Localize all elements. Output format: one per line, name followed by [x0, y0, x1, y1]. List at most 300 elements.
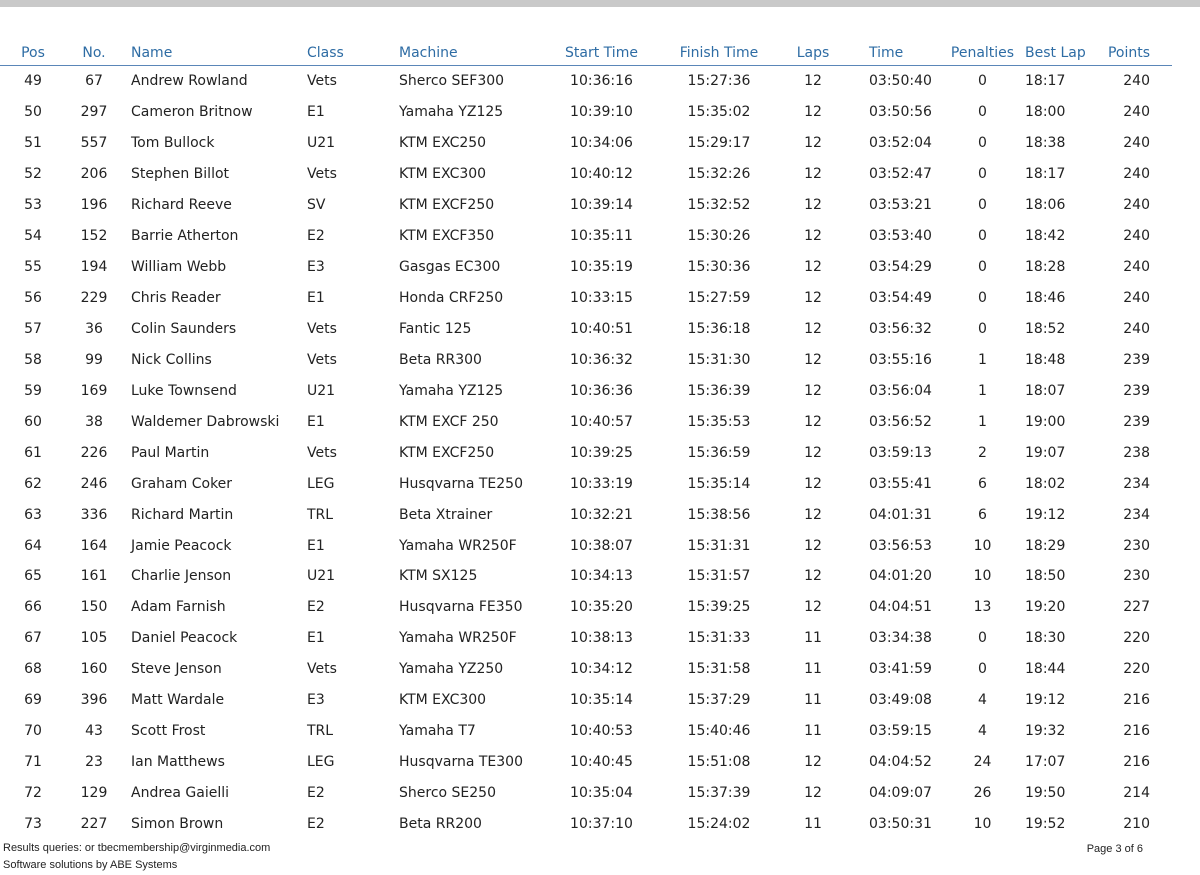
cell-points: 230 — [1123, 568, 1150, 585]
cell-no: 297 — [80, 104, 108, 121]
cell-laps: 11 — [804, 723, 822, 740]
cell-class: Vets — [307, 320, 337, 337]
cell-no: 105 — [80, 630, 108, 647]
col-header-start-time: Start Time — [542, 40, 661, 66]
cell-start-time: 10:34:12 — [570, 661, 633, 678]
table-row — [0, 530, 1172, 561]
cell-laps: 11 — [804, 630, 822, 647]
cell-class: E1 — [307, 413, 325, 430]
cell-pos: 50 — [24, 104, 42, 121]
table-row — [0, 190, 1172, 221]
cell-best-lap: 18:50 — [1025, 568, 1066, 585]
cell-time: 04:04:51 — [869, 599, 932, 616]
cell-laps: 12 — [804, 382, 822, 399]
table-row — [0, 468, 1172, 499]
table-row — [0, 221, 1172, 252]
cell-start-time: 10:38:13 — [570, 630, 633, 647]
cell-start-time: 10:36:32 — [570, 351, 633, 368]
cell-time: 03:54:29 — [869, 259, 932, 276]
software-credit: Software solutions by ABE Systems — [3, 859, 178, 871]
cell-laps: 12 — [804, 320, 822, 337]
cell-class: Vets — [307, 444, 337, 461]
cell-points: 220 — [1123, 630, 1150, 647]
cell-points: 216 — [1123, 723, 1150, 740]
cell-penalties: 0 — [978, 259, 987, 276]
cell-name: Matt Wardale — [131, 692, 225, 709]
cell-machine: KTM EXCF250 — [399, 444, 495, 461]
cell-points: 239 — [1123, 382, 1150, 399]
cell-no: 99 — [85, 351, 103, 368]
cell-no: 396 — [80, 692, 108, 709]
cell-best-lap: 19:12 — [1025, 692, 1066, 709]
cell-start-time: 10:39:14 — [570, 197, 633, 214]
cell-name: Tom Bullock — [131, 135, 215, 152]
cell-machine: Yamaha WR250F — [399, 537, 517, 554]
cell-finish-time: 15:31:57 — [687, 568, 751, 585]
cell-pos: 73 — [24, 815, 42, 832]
cell-pos: 63 — [24, 506, 42, 523]
cell-finish-time: 15:30:26 — [687, 228, 751, 245]
cell-no: 336 — [80, 506, 108, 523]
cell-name: Colin Saunders — [131, 320, 237, 337]
cell-best-lap: 18:42 — [1025, 228, 1066, 245]
cell-name: Ian Matthews — [131, 754, 225, 771]
cell-start-time: 10:39:25 — [570, 444, 633, 461]
cell-best-lap: 19:20 — [1025, 599, 1066, 616]
cell-finish-time: 15:27:36 — [687, 73, 751, 90]
page-number: Page 3 of 6 — [1086, 843, 1143, 855]
cell-no: 246 — [80, 475, 108, 492]
col-header-points: Points — [1084, 40, 1172, 66]
cell-name: Charlie Jenson — [131, 568, 232, 585]
cell-laps: 12 — [804, 104, 822, 121]
cell-best-lap: 19:50 — [1025, 785, 1066, 802]
cell-laps: 11 — [804, 815, 822, 832]
cell-name: Andrew Rowland — [131, 73, 248, 90]
cell-no: 43 — [85, 723, 103, 740]
cell-no: 160 — [80, 661, 108, 678]
cell-pos: 61 — [24, 444, 42, 461]
cell-no: 38 — [85, 413, 103, 430]
cell-penalties: 0 — [978, 104, 987, 121]
cell-best-lap: 18:00 — [1025, 104, 1066, 121]
cell-best-lap: 17:07 — [1025, 754, 1066, 771]
cell-no: 226 — [80, 444, 108, 461]
cell-name: Chris Reader — [131, 290, 221, 307]
cell-finish-time: 15:31:31 — [687, 537, 751, 554]
cell-finish-time: 15:40:46 — [687, 723, 751, 740]
cell-points: 240 — [1123, 320, 1150, 337]
cell-finish-time: 15:37:29 — [687, 692, 751, 709]
cell-machine: Beta RR200 — [399, 815, 482, 832]
col-header-machine: Machine — [393, 40, 542, 66]
cell-pos: 64 — [24, 537, 42, 554]
cell-start-time: 10:36:36 — [570, 382, 633, 399]
table-row — [0, 685, 1172, 716]
cell-best-lap: 18:02 — [1025, 475, 1066, 492]
cell-penalties: 26 — [973, 785, 992, 802]
cell-start-time: 10:35:20 — [570, 599, 633, 616]
cell-pos: 65 — [24, 568, 42, 585]
cell-points: 240 — [1123, 166, 1150, 183]
cell-start-time: 10:34:13 — [570, 568, 633, 585]
cell-finish-time: 15:31:30 — [687, 351, 751, 368]
cell-best-lap: 19:12 — [1025, 506, 1066, 523]
cell-points: 240 — [1123, 228, 1150, 245]
cell-finish-time: 15:29:17 — [687, 135, 751, 152]
top-bar — [0, 0, 1200, 7]
cell-best-lap: 18:48 — [1025, 351, 1066, 368]
cell-name: Cameron Britnow — [131, 104, 253, 121]
cell-points: 210 — [1123, 815, 1150, 832]
cell-class: Vets — [307, 73, 337, 90]
cell-machine: Honda CRF250 — [399, 290, 504, 307]
cell-laps: 12 — [804, 197, 822, 214]
cell-start-time: 10:37:10 — [570, 815, 633, 832]
cell-time: 03:41:59 — [869, 661, 932, 678]
cell-time: 03:55:16 — [869, 351, 932, 368]
cell-best-lap: 19:07 — [1025, 444, 1066, 461]
cell-laps: 12 — [804, 259, 822, 276]
cell-penalties: 0 — [978, 661, 987, 678]
col-header-penalties: Penalties — [950, 40, 1015, 66]
cell-class: TRL — [307, 506, 334, 523]
cell-pos: 66 — [24, 599, 42, 616]
cell-pos: 69 — [24, 692, 42, 709]
cell-name: Daniel Peacock — [131, 630, 238, 647]
cell-points: 214 — [1123, 785, 1150, 802]
cell-finish-time: 15:39:25 — [687, 599, 751, 616]
cell-start-time: 10:36:16 — [570, 73, 633, 90]
table-row — [0, 66, 1172, 97]
cell-name: Barrie Atherton — [131, 228, 239, 245]
cell-best-lap: 18:44 — [1025, 661, 1066, 678]
cell-class: SV — [307, 197, 326, 214]
cell-class: U21 — [307, 382, 336, 399]
cell-class: LEG — [307, 475, 335, 492]
cell-pos: 68 — [24, 661, 42, 678]
table-row — [0, 592, 1172, 623]
cell-penalties: 4 — [978, 692, 987, 709]
cell-points: 240 — [1123, 197, 1150, 214]
cell-start-time: 10:40:12 — [570, 166, 633, 183]
cell-start-time: 10:40:45 — [570, 754, 633, 771]
cell-penalties: 0 — [978, 320, 987, 337]
cell-time: 03:34:38 — [869, 630, 932, 647]
cell-no: 161 — [80, 568, 108, 585]
cell-machine: KTM EXC250 — [399, 135, 487, 152]
cell-time: 03:49:08 — [869, 692, 932, 709]
cell-laps: 12 — [804, 537, 822, 554]
col-header-pos: Pos — [0, 40, 66, 66]
cell-machine: KTM SX125 — [399, 568, 478, 585]
results-table — [0, 40, 1172, 839]
cell-penalties: 0 — [978, 73, 987, 90]
cell-machine: KTM EXCF250 — [399, 197, 495, 214]
cell-laps: 12 — [804, 475, 822, 492]
cell-best-lap: 18:52 — [1025, 320, 1066, 337]
cell-class: E1 — [307, 104, 325, 121]
table-row — [0, 716, 1172, 747]
cell-no: 227 — [80, 815, 108, 832]
cell-time: 03:56:53 — [869, 537, 932, 554]
cell-penalties: 1 — [978, 382, 987, 399]
cell-time: 03:59:15 — [869, 723, 932, 740]
cell-class: E1 — [307, 537, 325, 554]
cell-class: Vets — [307, 661, 337, 678]
cell-start-time: 10:35:19 — [570, 259, 633, 276]
cell-finish-time: 15:35:14 — [687, 475, 751, 492]
cell-finish-time: 15:38:56 — [687, 506, 751, 523]
table-row — [0, 809, 1172, 840]
cell-no: 557 — [80, 135, 108, 152]
table-row — [0, 252, 1172, 283]
cell-no: 152 — [80, 228, 108, 245]
cell-penalties: 0 — [978, 290, 987, 307]
col-header-name: Name — [122, 40, 307, 66]
cell-no: 36 — [85, 320, 103, 337]
cell-time: 03:53:40 — [869, 228, 932, 245]
cell-class: E1 — [307, 290, 325, 307]
table-row — [0, 159, 1172, 190]
cell-pos: 59 — [24, 382, 42, 399]
cell-time: 04:09:07 — [869, 785, 932, 802]
cell-machine: Yamaha T7 — [399, 723, 476, 740]
cell-best-lap: 18:28 — [1025, 259, 1066, 276]
cell-time: 03:56:52 — [869, 413, 932, 430]
cell-best-lap: 18:38 — [1025, 135, 1066, 152]
cell-laps: 12 — [804, 290, 822, 307]
col-header-laps: Laps — [777, 40, 849, 66]
cell-penalties: 10 — [973, 537, 992, 554]
cell-start-time: 10:40:57 — [570, 413, 633, 430]
cell-class: E3 — [307, 259, 325, 276]
cell-class: TRL — [307, 723, 334, 740]
cell-finish-time: 15:51:08 — [687, 754, 751, 771]
cell-time: 03:50:56 — [869, 104, 932, 121]
cell-start-time: 10:32:21 — [570, 506, 633, 523]
cell-penalties: 1 — [978, 413, 987, 430]
cell-start-time: 10:40:51 — [570, 320, 633, 337]
cell-name: Richard Martin — [131, 506, 234, 523]
cell-start-time: 10:35:04 — [570, 785, 633, 802]
cell-pos: 54 — [24, 228, 42, 245]
table-row — [0, 499, 1172, 530]
cell-penalties: 1 — [978, 351, 987, 368]
cell-laps: 12 — [804, 785, 822, 802]
cell-time: 03:56:04 — [869, 382, 932, 399]
cell-machine: Husqvarna TE300 — [399, 754, 523, 771]
table-row — [0, 778, 1172, 809]
table-row — [0, 654, 1172, 685]
cell-laps: 12 — [804, 135, 822, 152]
cell-points: 240 — [1123, 135, 1150, 152]
cell-best-lap: 19:00 — [1025, 413, 1066, 430]
cell-pos: 53 — [24, 197, 42, 214]
cell-machine: KTM EXC300 — [399, 692, 487, 709]
cell-class: Vets — [307, 166, 337, 183]
cell-machine: Yamaha YZ125 — [399, 104, 504, 121]
table-row — [0, 344, 1172, 375]
cell-laps: 12 — [804, 73, 822, 90]
cell-time: 04:01:31 — [869, 506, 932, 523]
cell-name: Stephen Billot — [131, 166, 230, 183]
cell-points: 240 — [1123, 259, 1150, 276]
header-row — [0, 40, 1172, 66]
cell-points: 216 — [1123, 692, 1150, 709]
table-row — [0, 283, 1172, 314]
cell-machine: KTM EXCF 250 — [399, 413, 499, 430]
table-row — [0, 561, 1172, 592]
cell-points: 238 — [1123, 444, 1150, 461]
cell-machine: Husqvarna FE350 — [399, 599, 523, 616]
col-header-time: Time — [849, 40, 950, 66]
cell-penalties: 24 — [973, 754, 992, 771]
table-row — [0, 128, 1172, 159]
cell-points: 240 — [1123, 104, 1150, 121]
cell-penalties: 2 — [978, 444, 987, 461]
cell-name: Nick Collins — [131, 351, 212, 368]
cell-pos: 58 — [24, 351, 42, 368]
cell-machine: Yamaha YZ250 — [399, 661, 504, 678]
cell-penalties: 10 — [973, 815, 992, 832]
cell-points: 227 — [1123, 599, 1150, 616]
cell-points: 239 — [1123, 351, 1150, 368]
cell-name: Simon Brown — [131, 815, 224, 832]
cell-name: Richard Reeve — [131, 197, 232, 214]
cell-start-time: 10:40:53 — [570, 723, 633, 740]
cell-laps: 12 — [804, 228, 822, 245]
cell-pos: 67 — [24, 630, 42, 647]
cell-penalties: 0 — [978, 135, 987, 152]
cell-finish-time: 15:35:02 — [687, 104, 751, 121]
cell-best-lap: 18:07 — [1025, 382, 1066, 399]
cell-best-lap: 18:17 — [1025, 166, 1066, 183]
cell-time: 03:55:41 — [869, 475, 932, 492]
cell-name: Jamie Peacock — [131, 537, 232, 554]
cell-finish-time: 15:36:18 — [687, 320, 751, 337]
cell-pos: 71 — [24, 754, 42, 771]
cell-penalties: 13 — [973, 599, 992, 616]
cell-pos: 62 — [24, 475, 42, 492]
cell-finish-time: 15:32:52 — [687, 197, 751, 214]
cell-finish-time: 15:36:39 — [687, 382, 751, 399]
cell-time: 04:01:20 — [869, 568, 932, 585]
col-header-finish-time: Finish Time — [661, 40, 777, 66]
col-header-class: Class — [307, 40, 393, 66]
cell-machine: Sherco SEF300 — [399, 73, 505, 90]
cell-name: Steve Jenson — [131, 661, 222, 678]
table-row — [0, 406, 1172, 437]
cell-best-lap: 19:52 — [1025, 815, 1066, 832]
table-row — [0, 437, 1172, 468]
cell-start-time: 10:33:19 — [570, 475, 633, 492]
cell-best-lap: 18:06 — [1025, 197, 1066, 214]
cell-class: E2 — [307, 785, 325, 802]
cell-machine: Gasgas EC300 — [399, 259, 501, 276]
cell-laps: 11 — [804, 692, 822, 709]
cell-start-time: 10:34:06 — [570, 135, 633, 152]
cell-class: LEG — [307, 754, 335, 771]
cell-machine: Yamaha YZ125 — [399, 382, 504, 399]
cell-machine: Sherco SE250 — [399, 785, 496, 802]
cell-penalties: 0 — [978, 166, 987, 183]
cell-finish-time: 15:30:36 — [687, 259, 751, 276]
cell-no: 150 — [80, 599, 108, 616]
cell-time: 03:50:40 — [869, 73, 932, 90]
cell-points: 220 — [1123, 661, 1150, 678]
col-header-best-lap: Best Lap — [1015, 40, 1084, 66]
cell-finish-time: 15:35:53 — [687, 413, 751, 430]
cell-name: Waldemer Dabrowski — [131, 413, 280, 430]
cell-machine: Fantic 125 — [399, 320, 472, 337]
cell-points: 234 — [1123, 475, 1150, 492]
cell-penalties: 0 — [978, 197, 987, 214]
cell-class: E1 — [307, 630, 325, 647]
table-row — [0, 375, 1172, 406]
table-row — [0, 747, 1172, 778]
cell-machine: KTM EXC300 — [399, 166, 487, 183]
cell-penalties: 6 — [978, 506, 987, 523]
cell-laps: 12 — [804, 599, 822, 616]
cell-start-time: 10:35:11 — [570, 228, 633, 245]
cell-class: Vets — [307, 351, 337, 368]
cell-laps: 12 — [804, 413, 822, 430]
cell-pos: 60 — [24, 413, 42, 430]
cell-name: Luke Townsend — [131, 382, 237, 399]
cell-start-time: 10:33:15 — [570, 290, 633, 307]
cell-pos: 72 — [24, 785, 42, 802]
cell-machine: Yamaha WR250F — [399, 630, 517, 647]
cell-no: 129 — [80, 785, 108, 802]
cell-machine: Beta RR300 — [399, 351, 482, 368]
cell-class: E3 — [307, 692, 325, 709]
cell-start-time: 10:39:10 — [570, 104, 633, 121]
cell-name: Scott Frost — [131, 723, 206, 740]
col-header-no: No. — [66, 40, 122, 66]
cell-pos: 51 — [24, 135, 42, 152]
cell-finish-time: 15:27:59 — [687, 290, 751, 307]
cell-time: 03:56:32 — [869, 320, 932, 337]
cell-time: 03:59:13 — [869, 444, 932, 461]
cell-machine: Husqvarna TE250 — [399, 475, 523, 492]
cell-finish-time: 15:32:26 — [687, 166, 751, 183]
cell-points: 240 — [1123, 290, 1150, 307]
cell-laps: 12 — [804, 444, 822, 461]
cell-no: 23 — [85, 754, 103, 771]
cell-laps: 12 — [804, 351, 822, 368]
cell-finish-time: 15:31:58 — [687, 661, 751, 678]
table-row — [0, 623, 1172, 654]
cell-points: 239 — [1123, 413, 1150, 430]
cell-no: 67 — [85, 73, 103, 90]
cell-points: 234 — [1123, 506, 1150, 523]
cell-finish-time: 15:31:33 — [687, 630, 751, 647]
cell-machine: KTM EXCF350 — [399, 228, 495, 245]
cell-name: Paul Martin — [131, 444, 210, 461]
cell-name: Andrea Gaielli — [131, 785, 230, 802]
cell-no: 164 — [80, 537, 108, 554]
cell-no: 169 — [80, 382, 108, 399]
cell-points: 240 — [1123, 73, 1150, 90]
table-row — [0, 314, 1172, 345]
cell-laps: 12 — [804, 506, 822, 523]
cell-time: 04:04:52 — [869, 754, 932, 771]
cell-finish-time: 15:24:02 — [687, 815, 751, 832]
cell-laps: 12 — [804, 568, 822, 585]
cell-laps: 11 — [804, 661, 822, 678]
cell-finish-time: 15:37:39 — [687, 785, 751, 802]
